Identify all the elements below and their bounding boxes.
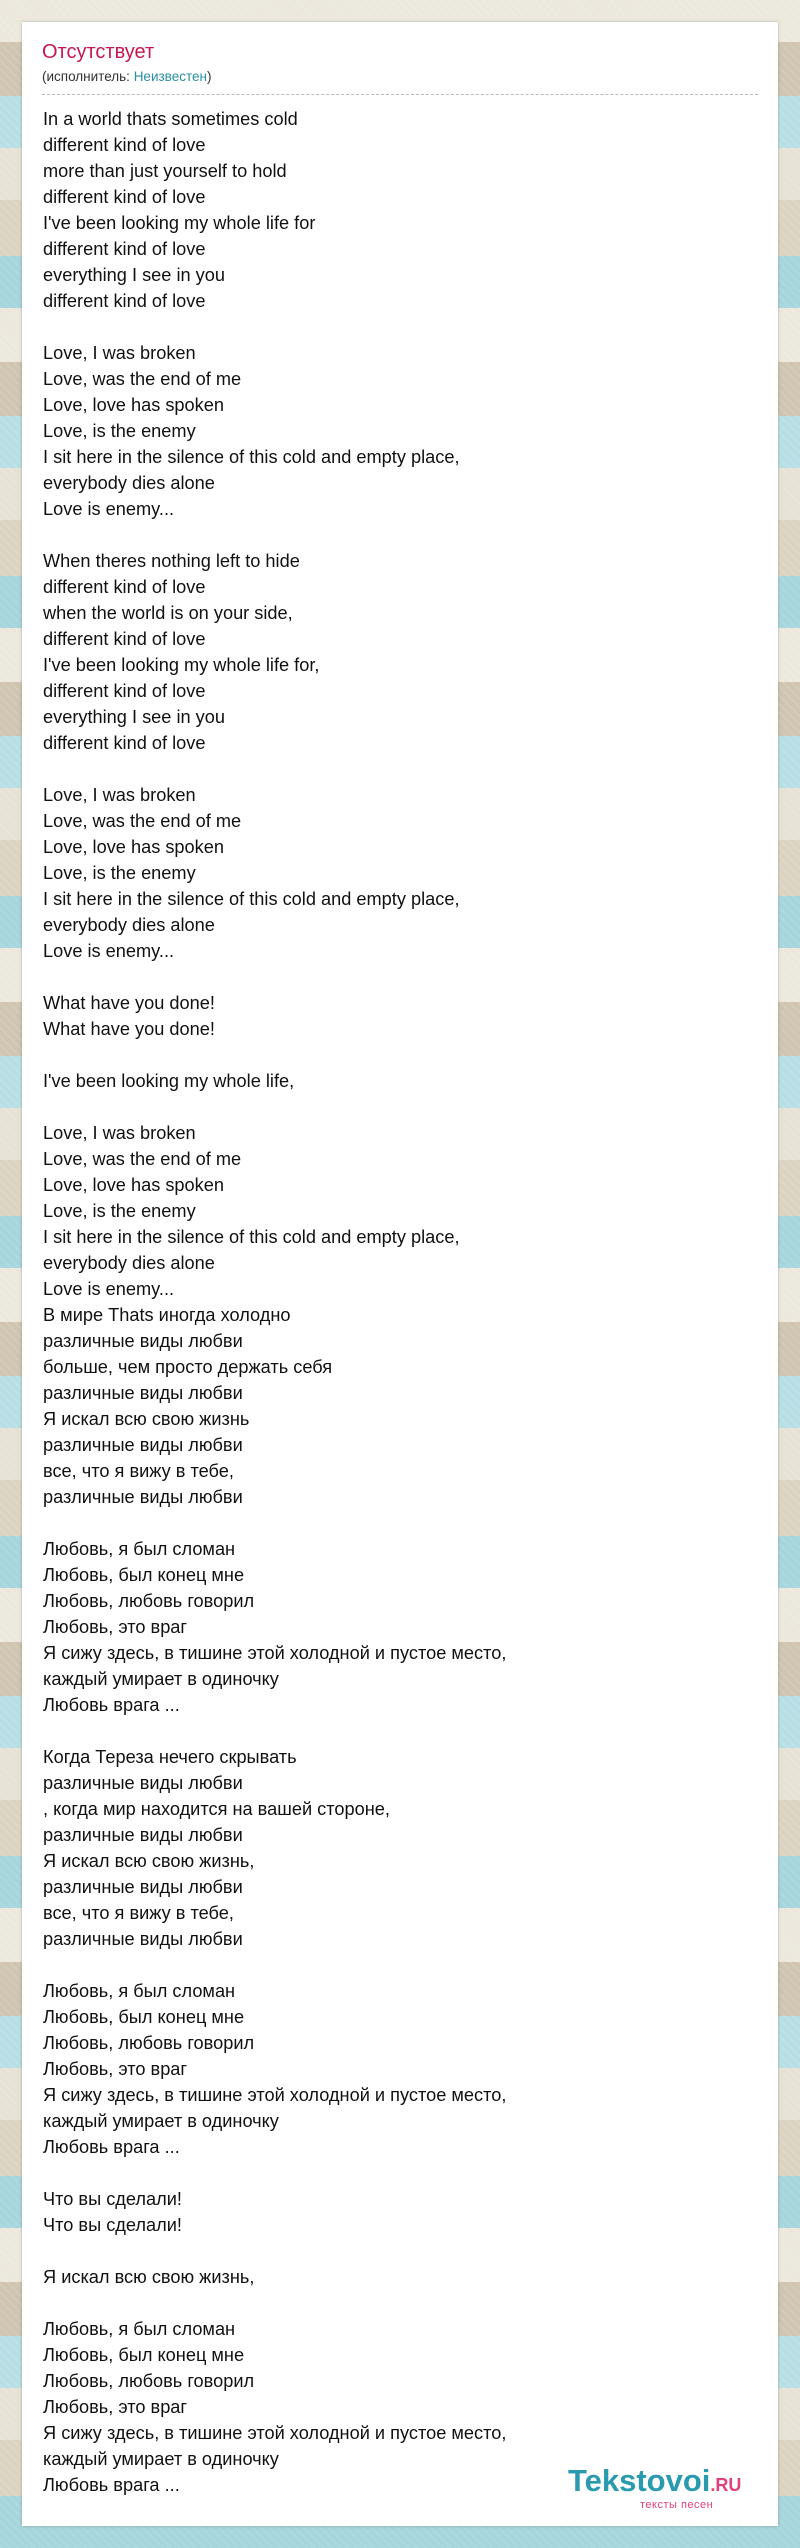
- lyric-line: everybody dies alone: [43, 915, 215, 935]
- lyric-line: Love is enemy...: [43, 1279, 175, 1299]
- lyric-line: Любовь врага ...: [43, 2475, 180, 2495]
- lyric-line: Любовь, я был сломан: [43, 1539, 236, 1559]
- lyric-line: I sit here in the silence of this cold and empty place,: [43, 889, 460, 909]
- lyric-line: different kind of love: [43, 291, 206, 311]
- lyric-line: Love, was the end of me: [43, 369, 242, 389]
- lyric-line: Love, was the end of me: [43, 811, 242, 831]
- lyric-line: Love, I was broken: [43, 343, 196, 363]
- lyrics-stanza: [43, 548, 759, 756]
- lyric-line: различные виды любви: [43, 1331, 243, 1351]
- lyric-line: каждый умирает в одиночку: [43, 1669, 279, 1689]
- lyric-line: различные виды любви: [43, 1435, 243, 1455]
- lyric-line: Что вы сделали!: [43, 2215, 182, 2235]
- lyric-line: When theres nothing left to hide: [43, 551, 300, 571]
- logo-tld: .RU: [710, 2475, 742, 2495]
- lyric-line: Я искал всю свою жизнь,: [43, 1851, 255, 1871]
- lyrics-stanza: [43, 1068, 759, 1094]
- logo-tagline: тексты песен: [640, 2499, 714, 2511]
- lyric-line: Love is enemy...: [43, 499, 175, 519]
- site-logo[interactable]: [568, 2464, 778, 2526]
- lyric-line: different kind of love: [43, 733, 206, 753]
- lyric-line: everything I see in you: [43, 265, 225, 285]
- lyric-line: Love, was the end of me: [43, 1149, 242, 1169]
- lyrics-stanza: [43, 1302, 759, 1510]
- lyric-line: различные виды любви: [43, 1487, 243, 1507]
- lyrics-stanza: [43, 2264, 759, 2290]
- lyric-line: различные виды любви: [43, 1825, 243, 1845]
- lyric-line: Love, is the enemy: [43, 1201, 196, 1221]
- lyric-line: different kind of love: [43, 187, 206, 207]
- lyric-line: Love, I was broken: [43, 1123, 196, 1143]
- lyric-line: различные виды любви: [43, 1773, 243, 1793]
- lyric-line: каждый умирает в одиночку: [43, 2111, 279, 2131]
- lyric-line: Любовь, я был сломан: [43, 1981, 236, 2001]
- lyric-line: I've been looking my whole life for: [43, 213, 316, 233]
- lyric-line: различные виды любви: [43, 1877, 243, 1897]
- lyric-line: Love, is the enemy: [43, 421, 196, 441]
- lyric-line: Любовь, любовь говорил: [43, 2371, 255, 2391]
- lyric-line: everybody dies alone: [43, 473, 215, 493]
- artist-link[interactable]: Неизвестен: [133, 69, 207, 84]
- lyric-line: Love, love has spoken: [43, 395, 224, 415]
- lyric-line: все, что я вижу в тебе,: [43, 1461, 234, 1481]
- lyric-line: Я сижу здесь, в тишине этой холодной и пустое место,: [43, 2423, 507, 2443]
- lyric-line: I sit here in the silence of this cold and empty place,: [43, 447, 460, 467]
- lyric-line: What have you done!: [43, 1019, 215, 1039]
- lyric-line: Love, is the enemy: [43, 863, 196, 883]
- lyric-line: Love is enemy...: [43, 941, 175, 961]
- lyrics-stanza: [43, 1978, 759, 2160]
- logo-wordmark: [568, 2464, 778, 2502]
- lyric-line: Love, love has spoken: [43, 837, 224, 857]
- lyric-line: Когда Тереза нечего скрывать: [43, 1747, 297, 1767]
- lyric-line: I've been looking my whole life for,: [43, 655, 320, 675]
- lyric-line: Любовь, это враг: [43, 2059, 188, 2079]
- lyric-line: Я сижу здесь, в тишине этой холодной и пустое место,: [43, 2085, 507, 2105]
- lyrics-stanza: [43, 1536, 759, 1718]
- lyric-line: different kind of love: [43, 681, 206, 701]
- lyric-line: Я искал всю свою жизнь,: [43, 2267, 255, 2287]
- lyric-line: различные виды любви: [43, 1929, 243, 1949]
- lyrics-stanza: [43, 1120, 759, 1302]
- lyric-line: I've been looking my whole life,: [43, 1071, 295, 1091]
- lyric-line: Любовь, любовь говорил: [43, 1591, 255, 1611]
- lyric-line: In a world thats sometimes cold: [43, 109, 298, 129]
- lyric-line: different kind of love: [43, 629, 206, 649]
- lyrics-stanza: [43, 106, 759, 314]
- lyrics-body: [43, 106, 759, 2524]
- lyric-line: Что вы сделали!: [43, 2189, 182, 2209]
- lyrics-stanza: [43, 340, 759, 522]
- song-header: [42, 40, 758, 95]
- lyric-line: everything I see in you: [43, 707, 225, 727]
- lyric-line: Love, I was broken: [43, 785, 196, 805]
- lyrics-stanza: [43, 782, 759, 964]
- lyric-line: Любовь, был конец мне: [43, 2345, 245, 2365]
- lyric-line: Любовь, это враг: [43, 2397, 188, 2417]
- lyric-line: different kind of love: [43, 577, 206, 597]
- lyric-line: Я искал всю свою жизнь: [43, 1409, 250, 1429]
- lyric-line: Любовь, любовь говорил: [43, 2033, 255, 2053]
- content-panel: [22, 22, 778, 2526]
- lyric-line: I sit here in the silence of this cold and empty place,: [43, 1227, 460, 1247]
- lyric-line: различные виды любви: [43, 1383, 243, 1403]
- artist-suffix: ): [206, 69, 212, 84]
- song-title: Отсутствует: [42, 41, 155, 63]
- lyric-line: different kind of love: [43, 135, 206, 155]
- header-divider: [42, 94, 758, 95]
- lyric-line: Любовь, я был сломан: [43, 2319, 236, 2339]
- lyric-line: каждый умирает в одиночку: [43, 2449, 279, 2469]
- lyric-line: Любовь врага ...: [43, 1695, 180, 1715]
- lyrics-stanza: [43, 2186, 759, 2238]
- lyric-line: В мире Thats иногда холодно: [43, 1305, 291, 1325]
- lyric-line: Я сижу здесь, в тишине этой холодной и пустое место,: [43, 1643, 507, 1663]
- lyric-line: больше, чем просто держать себя: [43, 1357, 333, 1377]
- lyric-line: when the world is on your side,: [43, 603, 293, 623]
- lyric-line: everybody dies alone: [43, 1253, 215, 1273]
- lyric-line: Любовь, это враг: [43, 1617, 188, 1637]
- lyric-line: Любовь врага ...: [43, 2137, 180, 2157]
- artist-prefix: (исполнитель:: [42, 69, 134, 84]
- lyric-line: different kind of love: [43, 239, 206, 259]
- artist-line: [42, 68, 758, 86]
- lyric-line: more than just yourself to hold: [43, 161, 287, 181]
- logo-main-text: Tekstovoi: [568, 2463, 711, 2498]
- lyric-line: Любовь, был конец мне: [43, 1565, 245, 1585]
- lyric-line: Love, love has spoken: [43, 1175, 224, 1195]
- lyrics-stanza: [43, 1744, 759, 1952]
- lyric-line: все, что я вижу в тебе,: [43, 1903, 234, 1923]
- lyrics-stanza: [43, 990, 759, 1042]
- lyric-line: What have you done!: [43, 993, 215, 1013]
- lyric-line: Любовь, был конец мне: [43, 2007, 245, 2027]
- lyric-line: , когда мир находится на вашей стороне,: [43, 1799, 390, 1819]
